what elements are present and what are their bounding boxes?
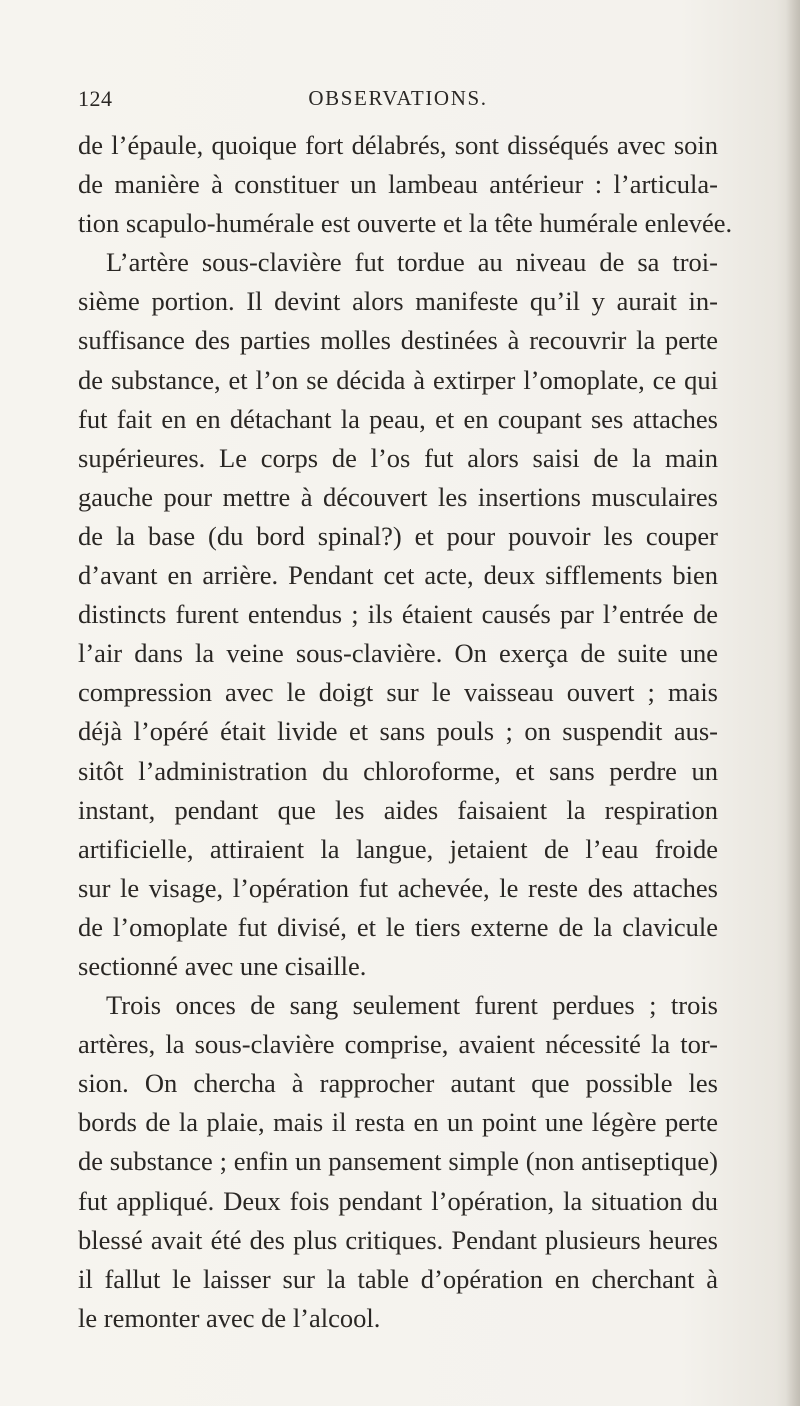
text-line: sectionné avec une cisaille.: [78, 950, 367, 981]
text-line: gauche pour mettre à découvert les insertions musculaires: [78, 481, 718, 512]
text-line: suffisance des parties molles destinées à recouvrir la perte: [78, 325, 718, 356]
text-line: de la base (du bord spinal?) et pour pouvoir les couper: [78, 520, 718, 551]
text-line: de manière à constituer un lambeau antérieur : l’articula-: [78, 169, 718, 200]
text-line: déjà l’opéré était livide et sans pouls ; on suspendit aus-: [78, 716, 718, 747]
text-line: le remonter avec de l’alcool.: [78, 1302, 381, 1333]
text-line: bords de la plaie, mais il resta en un point une légère perte: [78, 1107, 718, 1138]
body-text: [78, 126, 733, 1338]
text-line: sion. On chercha à rapprocher autant que possible les: [78, 1068, 718, 1099]
text-line: compression avec le doigt sur le vaisseau ouvert ; mais: [78, 677, 718, 708]
text-line: de substance ; enfin un pansement simple (non antiseptique): [78, 1146, 718, 1177]
text-line: d’avant en arrière. Pendant cet acte, deux sifflements bien: [78, 560, 718, 591]
page-number: 124: [78, 86, 113, 111]
text-line: supérieures. Le corps de l’os fut alors saisi de la main: [78, 442, 718, 473]
text-line: Trois onces de sang seulement furent perdues ; trois: [106, 990, 718, 1021]
text-line: artères, la sous-clavière comprise, avaient nécessité la tor-: [78, 1029, 718, 1060]
text-line: de l’omoplate fut divisé, et le tiers externe de la clavicule: [78, 911, 718, 942]
text-line: de l’épaule, quoique fort délabrés, sont disséqués avec soin: [78, 130, 718, 160]
text-line: il fallut le laisser sur la table d’opération en cherchant à: [78, 1263, 718, 1294]
running-title: OBSERVATIONS.: [308, 86, 488, 110]
text-line: l’air dans la veine sous-clavière. On exerça de suite une: [78, 638, 718, 669]
text-line: de substance, et l’on se décida à extirper l’omoplate, ce qui: [78, 364, 718, 395]
text-line: sième portion. Il devint alors manifeste qu’il y aurait in-: [78, 286, 718, 317]
text-line: tion scapulo-humérale est ouverte et la tête humérale enlevée.: [78, 208, 733, 239]
text-line: instant, pendant que les aides faisaient la respiration: [78, 794, 718, 825]
text-line: artificielle, attiraient la langue, jetaient de l’eau froide: [78, 833, 718, 864]
text-line: fut appliqué. Deux fois pendant l’opération, la situation du: [78, 1185, 718, 1216]
text-line: sitôt l’administration du chloroforme, et sans perdre un: [78, 755, 718, 786]
text-line: sur le visage, l’opération fut achevée, le reste des attaches: [78, 872, 718, 903]
text-line: blessé avait été des plus critiques. Pendant plusieurs heures: [78, 1224, 718, 1255]
page-header: [78, 78, 718, 118]
text-line: fut fait en en détachant la peau, et en coupant ses attaches: [78, 403, 718, 434]
text-line: L’artère sous-clavière fut tordue au niveau de sa troi-: [106, 247, 718, 278]
page-edge-shadow: [786, 0, 800, 1406]
text-line: distincts furent entendus ; ils étaient causés par l’entrée de: [78, 599, 718, 630]
